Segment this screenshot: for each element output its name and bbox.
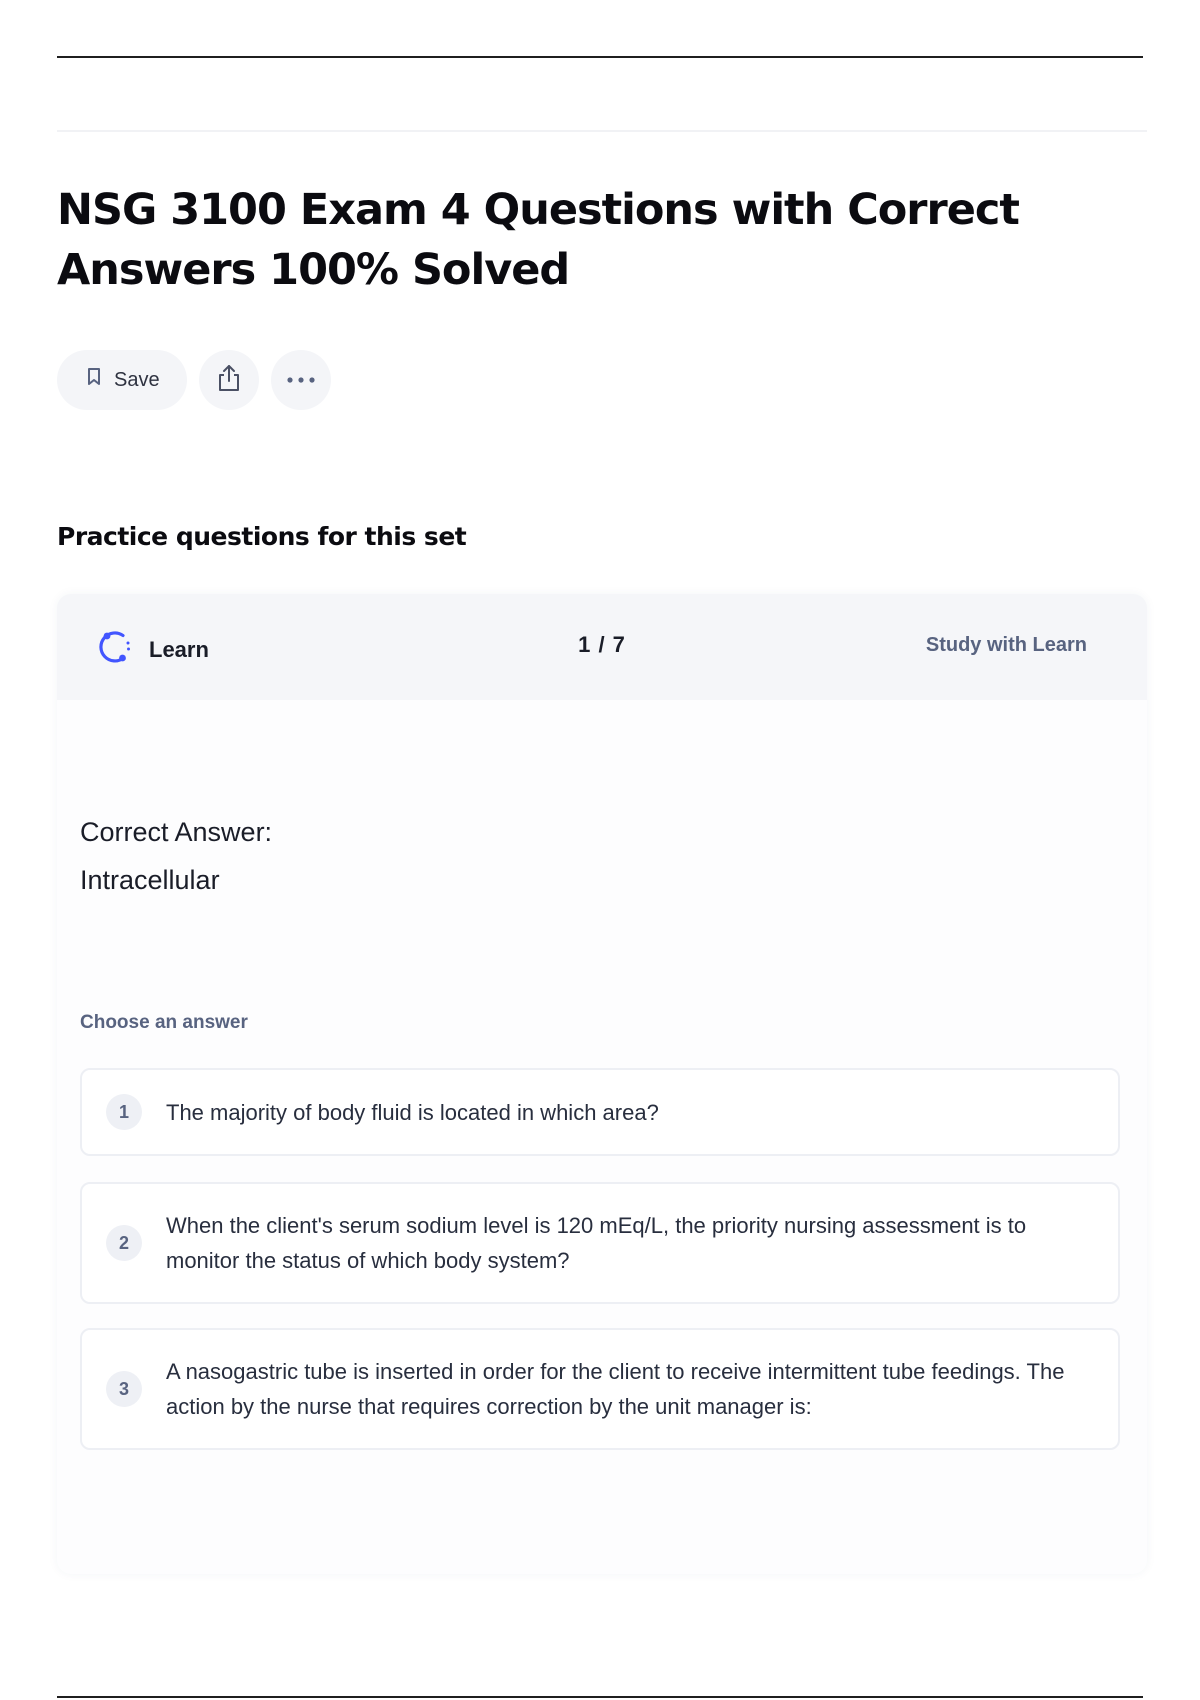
bookmark-icon (86, 367, 102, 393)
option-number-badge: 1 (106, 1094, 142, 1130)
answer-option-2[interactable] (80, 1182, 1120, 1304)
option-number-badge: 3 (106, 1371, 142, 1407)
answer-option-3[interactable] (80, 1328, 1120, 1450)
save-label: Save (114, 368, 160, 391)
page-title: NSG 3100 Exam 4 Questions with Correct Answers 100% Solved (57, 185, 1019, 295)
option-text: A nasogastric tube is inserted in order for the client to receive intermittent tube feedings. The action by the nurse that requires correction by the unit manager is: (166, 1359, 1065, 1419)
practice-card-header (57, 594, 1147, 700)
share-button[interactable] (199, 350, 259, 410)
correct-answer-label: Correct Answer: (80, 817, 273, 847)
more-horizontal-icon (286, 371, 316, 389)
learn-label: Learn (149, 636, 209, 662)
share-icon (216, 363, 242, 398)
header-divider (57, 130, 1147, 132)
top-rule (57, 56, 1143, 58)
more-options-button[interactable] (271, 350, 331, 410)
action-bar (57, 350, 331, 410)
question-progress: 1 / 7 (578, 632, 626, 657)
option-number-badge: 2 (106, 1225, 142, 1261)
bottom-rule (57, 1696, 1143, 1698)
option-text: When the client's serum sodium level is 120 mEq/L, the priority nursing assessment is to monitor the status of which body system? (166, 1213, 1027, 1273)
study-with-learn-link[interactable]: Study with Learn (925, 634, 1087, 656)
option-text: The majority of body fluid is located in which area? (166, 1099, 659, 1125)
answer-option-1[interactable] (80, 1068, 1120, 1156)
practice-heading: Practice questions for this set (57, 522, 467, 551)
correct-answer-value: Intracellular (80, 865, 220, 895)
choose-answer-label: Choose an answer (80, 1012, 248, 1033)
save-button[interactable] (57, 350, 187, 410)
practice-card (57, 594, 1147, 1574)
